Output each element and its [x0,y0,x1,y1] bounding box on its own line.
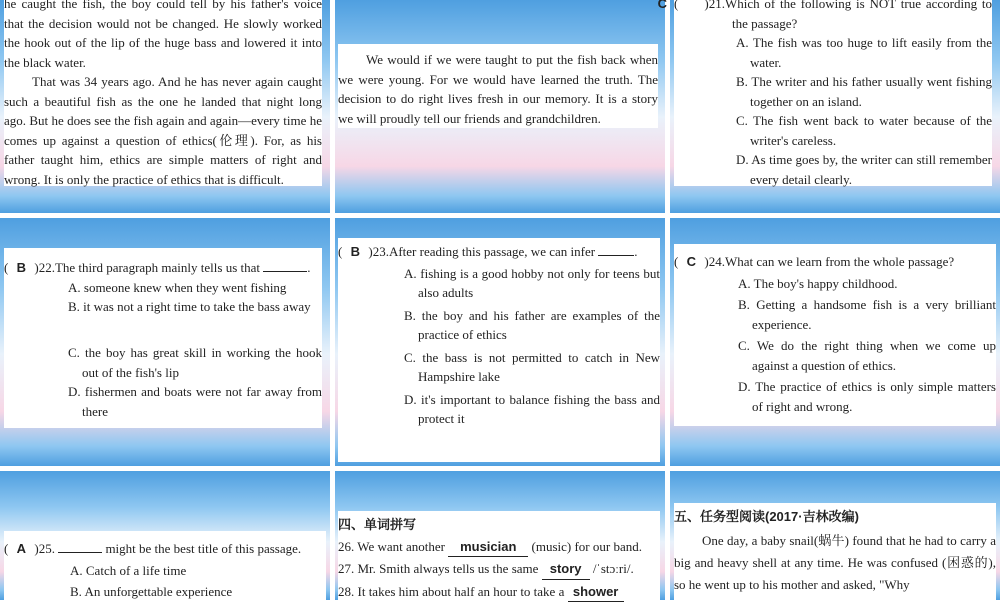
section-title: 四、单词拼写 [338,517,417,532]
answer-mark: C [686,254,697,269]
option-d: D. The practice of ethics is only simple matters of right and wrong. [738,379,996,414]
slide-7 [0,471,330,600]
option-c: C. The fish went back to water because of the writer's careless. [736,113,992,148]
option-b: B. Getting a handsome fish is a very brilliant experience. [738,297,996,332]
question-card [4,248,322,342]
reading-passage-card [4,0,322,186]
spelling-item [338,559,660,580]
option-c: C. the bass is not permitted to catch in New Hampshire lake [404,349,660,384]
spelling-item [338,582,660,603]
answer-blank [598,243,634,256]
option-a: A. fishing is a good hobby not only for teens but also adults [404,265,660,300]
option-a: A. The fish was too huge to lift easily from the water. [736,35,992,70]
option-a: A. The boy's happy childhood. [738,275,898,291]
answer-mark: C [657,0,668,11]
option-d: D. As time goes by, the writer can still remember every detail clearly. [736,152,992,187]
question-text: What can we learn from the whole passage? [724,254,955,269]
question-card [674,244,996,426]
answer-mark: B [350,244,361,259]
question-22: ( B )22.The third paragraph mainly tells us that . [4,258,322,278]
answer-blank [263,259,307,272]
option-c: C. We do the right thing when we come up against a question of ethics. [738,338,996,373]
passage-paragraph: We would if we were taught to put the fish back when we were young. For we would have learned the truth. The decision to do right lives fresh in our memory. It is a story we will proudly tell our friends and grandchildren. [338,52,658,126]
slide-9 [670,471,1000,600]
passage-paragraph: One day, a baby snail(蜗牛) found that he had to carry a big and heavy shell at any time. He was confused (困惑的), so he went up to his mother and asked, "Why [674,532,996,592]
option-b: B. it was not a right time to take the bass away [68,299,311,314]
answer-fill: story [542,559,590,580]
option-a: A. someone knew when they went fishing [68,279,287,295]
answer-mark: A [16,541,27,556]
slide-2 [335,0,665,213]
item-text: /ˈstɔːri/. [592,561,634,576]
question-text: Which of the following is NOT true according to the passage? [724,0,992,31]
passage-paragraph: That was 34 years ago. And he has never again caught such a beautiful fish as the one he landed that night long ago. But he does see the fish again and again—every time he comes up against a question of ethics(伦理). For, as his father taught him, ethics are simple matters of right and wrong. It is only the practice of ethics that is difficult. [4,74,322,187]
slide-8 [335,471,665,600]
question-21: (C )21.Which of the following is NOT true according to the passage? [674,0,992,33]
slide-3 [657,0,1000,213]
question-text: might be the best title of this passage. [105,541,302,556]
question-number: 25. [38,541,55,556]
answer-fill: musician [448,537,528,558]
answer-blank [58,540,102,553]
answer-mark: B [16,260,27,275]
question-card [4,340,322,428]
option-d: D. fishermen and boats were not far away from there [68,384,322,419]
item-text: 28. It takes him about half an hour to take a [338,583,565,599]
passage-paragraph: he caught the fish, the boy could tell by his father's voice that the decision would not be changed. He slowly worked the hook out of the lip of the huge bass and lowered it into the black water. [4,0,322,70]
slide-5 [335,218,665,466]
option-c: C. the boy has great skill in working the hook out of the fish's lip [68,345,322,380]
reading-passage-card [674,503,996,613]
option-d: D. it's important to balance fishing the bass and protect it [404,391,660,426]
item-text: 26. We want another [338,538,446,554]
answer-fill: shower [568,582,624,603]
option-a: A. Catch of a life time [70,562,187,578]
slide-1 [0,0,330,213]
question-25: ( A )25. might be the best title of this passage. [4,539,326,559]
question-card [338,238,660,462]
question-text: The third paragraph mainly tells us that [54,260,260,275]
slide-6 [670,218,1000,466]
item-text: 27. Mr. Smith always tells us the same [338,561,539,576]
question-card [4,531,326,611]
question-23: ( B )23.After reading this passage, we can infer . [338,242,660,262]
question-number: 21. [708,0,725,11]
question-text: After reading this passage, we can infer [388,244,596,259]
question-number: 23. [372,244,389,259]
slide-4 [0,218,330,466]
question-card [657,0,992,187]
question-number: 22. [38,260,55,275]
spelling-item [338,537,660,558]
spelling-card [338,511,660,611]
question-number: 24. [708,254,725,269]
question-24: ( C )24.What can we learn from the whole passage? [674,252,996,272]
option-b: B. An unforgettable experience [70,584,233,599]
reading-passage-card [338,44,658,128]
section-title: 五、任务型阅读(2017·吉林改编) [674,509,859,524]
option-b: B. The writer and his father usually went fishing together on an island. [736,74,992,109]
option-b: B. the boy and his father are examples of the practice of ethics [404,307,660,342]
item-text: (music) for our band. [531,538,642,554]
